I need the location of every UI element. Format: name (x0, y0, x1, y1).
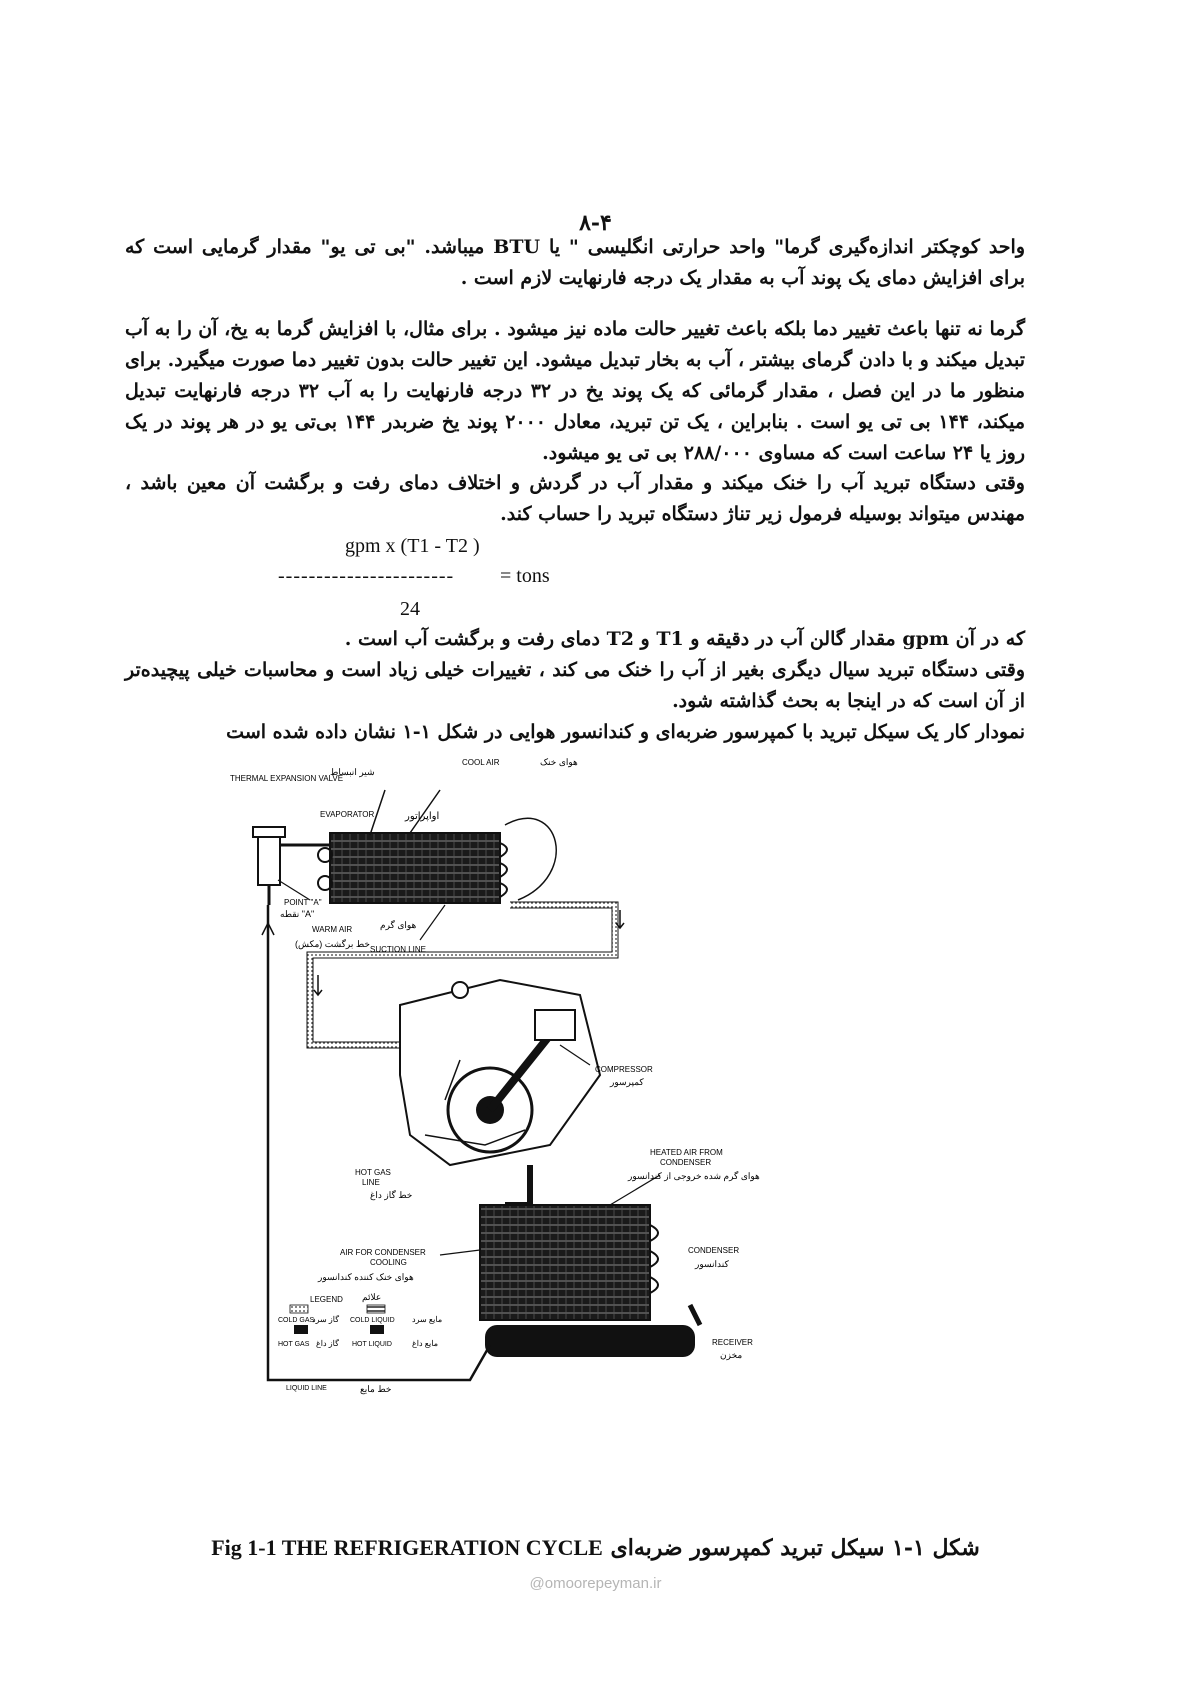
caption-en: Fig 1-1 THE REFRIGERATION CYCLE (211, 1535, 603, 1560)
refrigeration-cycle-figure (230, 757, 950, 1535)
label-hot-gas-fa: خط گاز داغ (370, 1190, 413, 1200)
label-cool-air-fa: هوای خنک (540, 757, 578, 767)
label-suction-fa: خط برگشت (مکش) (295, 939, 370, 949)
label-heated-air-en-2: CONDENSER (660, 1158, 712, 1167)
label-heated-air-fa: هوای گرم شده خروجی از کندانسور (628, 1171, 760, 1181)
legend-hot-liquid-swatch (370, 1325, 384, 1334)
label-condenser-fa: کندانسور (695, 1259, 729, 1269)
label-cold-gas-en: COLD GAS (278, 1317, 315, 1324)
label-condenser-en: CONDENSER (688, 1246, 740, 1255)
formula-denominator: 24 (400, 598, 420, 620)
label-compressor-fa: کمپرسور (610, 1077, 644, 1087)
label-cold-liquid-fa: مایع سرد (412, 1315, 443, 1324)
label-hot-gas-legend-fa: گاز داغ (316, 1339, 339, 1348)
label-hot-gas-legend-en: HOT GAS (278, 1341, 310, 1348)
label-receiver-fa: مخزن (720, 1350, 743, 1360)
label-liquid-line-en: LIQUID LINE (286, 1385, 327, 1392)
label-warm-air-fa: هوای گرم (380, 920, 417, 930)
receiver-tank (485, 1325, 695, 1357)
label-evaporator-en: EVAPORATOR (320, 810, 375, 819)
label-point-a-en: POINT "A" (284, 898, 322, 907)
label-compressor-en: COMPRESSOR (595, 1065, 653, 1074)
legend-hot-gas-swatch (294, 1325, 308, 1334)
label-liquid-line-fa: خط مایع (360, 1384, 392, 1394)
paragraph-gpm: که در آن gpm مقدار گالن آب در دقیقه و T1 و T2 دمای رفت و برگشت آب است . (344, 628, 1025, 650)
watermark: @omoorepeyman.ir (529, 1575, 662, 1592)
paragraph-figure-intro: نمودار کار یک سیکل تبرید با کمپرسور ضربه‌ای و کندانسور هوایی در شکل ۱-۱ نشان داده شده است (226, 721, 1025, 743)
label-air-cond-en-2: COOLING (370, 1258, 407, 1267)
label-heated-air-en-1: HEATED AIR FROM (650, 1148, 723, 1157)
label-point-a-fa: نقطه "A" (280, 909, 315, 919)
label-air-cond-fa: هوای خنک کننده کندانسور (318, 1272, 414, 1282)
label-suction-en: SUCTION LINE (370, 945, 427, 954)
label-tev-en: THERMAL EXPANSION VALVE (230, 774, 344, 783)
label-receiver-en: RECEIVER (712, 1338, 753, 1347)
label-cold-gas-fa: گاز سرد (312, 1315, 340, 1324)
formula-numerator: gpm x (T1 - T2 ) (345, 535, 480, 557)
label-hot-gas-en-2: LINE (362, 1178, 380, 1187)
label-hot-liquid-fa: مایع داغ (412, 1339, 438, 1348)
compressor (400, 980, 600, 1165)
label-legend-en: LEGEND (310, 1295, 343, 1304)
label-legend-fa: علائم (362, 1292, 382, 1302)
condenser-coil (480, 1205, 650, 1320)
label-hot-gas-en-1: HOT GAS (355, 1168, 391, 1177)
label-hot-liquid-en: HOT LIQUID (352, 1341, 392, 1348)
label-cold-liquid-en: COLD LIQUID (350, 1317, 395, 1324)
legend-cold-gas-swatch (290, 1305, 308, 1313)
paragraph-state-change: گرما نه تنها باعث تغییر دما بلکه باعث تغییر حالت ماده نیز میشود . برای مثال، با افزایش گرما به یخ، آن را به آب تبدیل میکند و با دادن گرمای بیشتر ، آب به بخار تبدیل میشود. این تغییر حالت بدون تغییر دما صورت میگیرد. برای منظور ما در این فصل ، مقدار گرمائی که یک پوند یخ در ۳۲ درجه فارنهایت را به آب ۳۲ درجه فارنهایت تبدیل میکند، ۱۴۴ بی تی یو است . بنابراین ، یک تن تبرید، معادل ۲۰۰۰ پوند یخ ضربدر ۱۴۴ بی‌تی یو در هر پوند در یک روز یا ۲۴ ساعت است که مساوی ۲۸۸/۰۰۰ بی تی یو میشود. (125, 318, 1025, 464)
label-cool-air-en: COOL AIR (462, 758, 500, 767)
formula-result: = tons (500, 565, 550, 587)
caption-fa: شکل ۱-۱ سیکل تبرید کمپرسور ضربه‌ای (610, 1535, 980, 1561)
legend-cold-liquid-swatch (367, 1305, 385, 1313)
formula-divider: ----------------------- (278, 565, 455, 587)
label-evaporator-fa: اواپراتور (405, 811, 440, 822)
evaporator-coil (330, 833, 500, 903)
page-number: ۸-۴ (579, 210, 612, 236)
paragraph-other-fluid: وقتی دستگاه تبرید سیال دیگری بغیر از آب را خنک می کند ، تغییرات خیلی زیاد است و محاسبات خیلی پیچیده‌تر از آن است که در اینجا به بحث گذاشته شود. (125, 659, 1025, 712)
label-tev-fa: شیر انبساط (330, 767, 375, 777)
paragraph-btu: واحد کوچکتر اندازه‌گیری گرما" واحد حرارتی انگلیسی " یا BTU میباشد. "بی تی یو" مقدار گرمایی است که برای افزایش دمای یک پوند آب به مقدار یک درجه فارنهایت لازم است . (125, 236, 1025, 289)
label-warm-air-en: WARM AIR (312, 925, 353, 934)
hot-gas-line (505, 1165, 530, 1205)
label-air-cond-en-1: AIR FOR CONDENSER (340, 1248, 426, 1257)
expansion-valve (258, 835, 280, 885)
paragraph-tonnage-intro: وقتی دستگاه تبرید آب را خنک میکند و مقدار آب در گردش و اختلاف دمای رفت و برگشت آن معین باشد ، مهندس میتواند بوسیله فرمول زیر تناژ دستگاه تبرید را حساب کند. (125, 472, 1025, 525)
figure-caption (0, 1535, 1191, 1561)
